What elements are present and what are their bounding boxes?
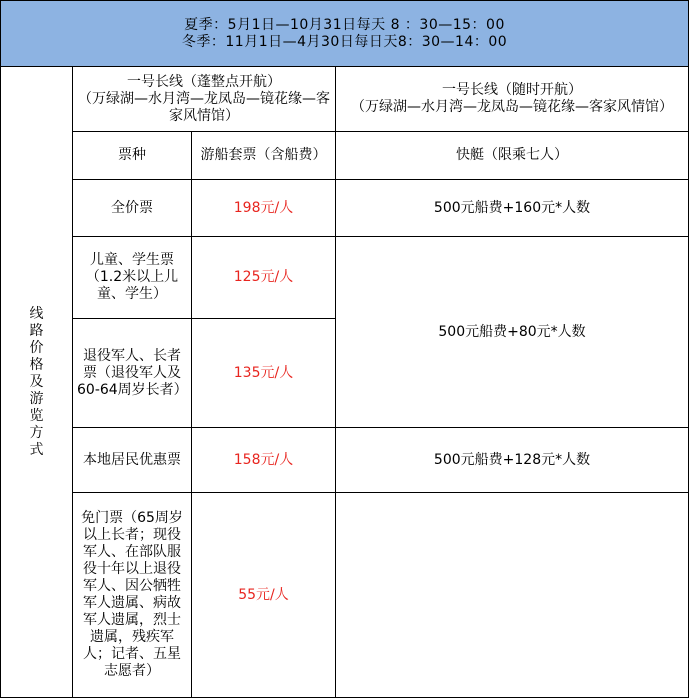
price-veteran-senior: 135元/人 [192,319,336,428]
side-label: 线路价格及游览方式 [29,305,44,458]
ticket-type-full: 全价票 [73,180,192,237]
route-ondemand-header [336,67,689,132]
col-header-ticket-type: 票种 [73,132,192,180]
route-scheduled-stops: （万绿湖—水月湾—龙凤岛—镜花缘—客家风情馆） [78,90,330,124]
speedboat-price-local: 500元船费+128元*人数 [336,428,689,493]
winter-hours: 冬季：11月1日—4月30日每日天8：30—14：00 [181,33,508,50]
table-row [1,428,689,493]
speedboat-price-full: 500元船费+160元*人数 [336,180,689,237]
route-scheduled-title: 一号长线（蓬整点开航） [127,73,281,90]
summer-hours: 夏季：5月1日—10月31日每天 8 ：30—15：00 [184,16,505,33]
opening-hours-header [1,1,689,67]
route-scheduled-header [73,67,336,132]
price-child-student: 125元/人 [192,237,336,319]
speedboat-price-discount: 500元船费+80元*人数 [336,237,689,428]
col-header-package: 游船套票（含船费） [192,132,336,180]
table-row [1,180,689,237]
col-header-speedboat: 快艇（限乘七人） [336,132,689,180]
speedboat-price-empty [336,493,689,698]
ticket-type-local-resident: 本地居民优惠票 [73,428,192,493]
table-row [1,493,689,698]
route-ondemand-stops: （万绿湖—水月湾—龙凤岛—镜花缘—客家风情馆） [351,99,674,115]
price-local-resident: 158元/人 [192,428,336,493]
ticket-type-child-student: 儿童、学生票（1.2米以上儿童、学生） [73,237,192,319]
table-row [1,237,689,319]
price-full: 198元/人 [192,180,336,237]
ticket-type-free-admission: 免门票（65周岁以上长者；现役军人、在部队服役十年以上退役军人、因公牺牲军人遗属、病故军人遗属，烈士遗属，残疾军人；记者、五星志愿者） [73,493,192,698]
side-label-cell [1,67,73,698]
route-ondemand-title: 一号长线（随时开航） [442,82,583,98]
price-free-admission: 55元/人 [192,493,336,698]
ticket-type-veteran-senior: 退役军人、长者票（退役军人及60-64周岁长者） [73,319,192,428]
